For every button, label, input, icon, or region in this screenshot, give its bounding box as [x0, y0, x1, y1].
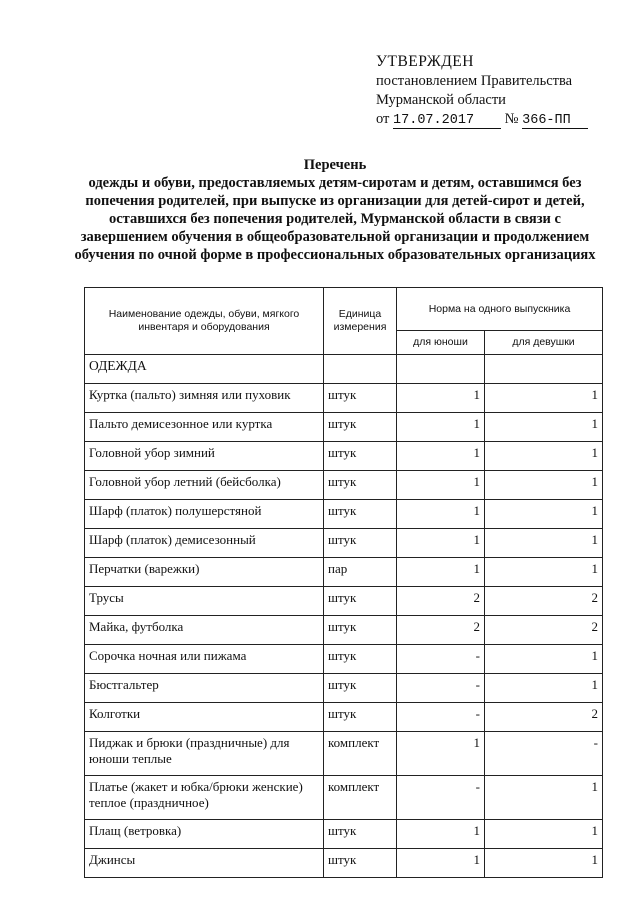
item-norm-girls: 1	[485, 849, 603, 878]
table-row	[85, 471, 603, 500]
item-norm-boys: 1	[397, 849, 485, 878]
empty-cell	[485, 355, 603, 384]
item-norm-girls: 2	[485, 587, 603, 616]
item-unit: штук	[324, 500, 397, 529]
item-unit: штук	[324, 587, 397, 616]
header-norm: Норма на одного выпускника	[397, 288, 603, 331]
item-unit: штук	[324, 849, 397, 878]
table-row	[85, 442, 603, 471]
item-norm-boys: 2	[397, 587, 485, 616]
table-row	[85, 732, 603, 776]
header-name: Наименование одежды, обуви, мягкого инвентаря и оборудования	[85, 288, 324, 355]
item-unit: штук	[324, 529, 397, 558]
item-norm-boys: 1	[397, 413, 485, 442]
item-name: Пиджак и брюки (праздничные) для юноши теплые	[85, 732, 324, 776]
item-norm-girls: 1	[485, 674, 603, 703]
approval-date: 17.07.2017	[393, 113, 501, 129]
item-norm-boys: 1	[397, 820, 485, 849]
item-name: Шарф (платок) полушерстяной	[85, 500, 324, 529]
item-name: Сорочка ночная или пижама	[85, 645, 324, 674]
table-row	[85, 529, 603, 558]
header-unit: Единица измерения	[324, 288, 397, 355]
title-line-1: Перечень	[303, 157, 367, 173]
item-unit: штук	[324, 442, 397, 471]
item-norm-girls: 2	[485, 616, 603, 645]
item-name: Майка, футболка	[85, 616, 324, 645]
category-row	[85, 355, 603, 384]
item-norm-boys: -	[397, 645, 485, 674]
empty-cell	[397, 355, 485, 384]
item-norm-boys: -	[397, 674, 485, 703]
date-prefix: от	[376, 111, 390, 127]
approval-line-2: Мурманской области	[376, 92, 506, 108]
item-unit: штук	[324, 703, 397, 732]
approval-block	[376, 52, 588, 129]
table-row	[85, 558, 603, 587]
item-unit: штук	[324, 413, 397, 442]
item-name: Шарф (платок) демисезонный	[85, 529, 324, 558]
item-name: Головной убор летний (бейсболка)	[85, 471, 324, 500]
item-norm-boys: -	[397, 776, 485, 820]
item-name: Головной убор зимний	[85, 442, 324, 471]
header-boys: для юноши	[397, 331, 485, 355]
item-name: Трусы	[85, 587, 324, 616]
item-norm-girls: 1	[485, 645, 603, 674]
table-row	[85, 776, 603, 820]
approval-heading: УТВЕРЖДЕН	[376, 53, 474, 70]
item-name: Бюстгальтер	[85, 674, 324, 703]
item-norm-boys: 1	[397, 529, 485, 558]
category-label: ОДЕЖДА	[85, 355, 324, 384]
item-unit: комплект	[324, 776, 397, 820]
item-unit: комплект	[324, 732, 397, 776]
item-norm-girls: 1	[485, 820, 603, 849]
item-norm-girls: 1	[485, 442, 603, 471]
items-table	[84, 287, 603, 878]
table-row	[85, 616, 603, 645]
item-norm-boys: 1	[397, 732, 485, 776]
item-norm-girls: -	[485, 732, 603, 776]
item-norm-girls: 2	[485, 703, 603, 732]
empty-cell	[324, 355, 397, 384]
item-name: Плащ (ветровка)	[85, 820, 324, 849]
item-unit: штук	[324, 616, 397, 645]
header-girls: для девушки	[485, 331, 603, 355]
table-row	[85, 849, 603, 878]
item-name: Колготки	[85, 703, 324, 732]
item-name: Перчатки (варежки)	[85, 558, 324, 587]
table-row	[85, 703, 603, 732]
item-norm-boys: 1	[397, 442, 485, 471]
item-norm-girls: 1	[485, 471, 603, 500]
item-norm-girls: 1	[485, 776, 603, 820]
table-row	[85, 587, 603, 616]
table-row	[85, 500, 603, 529]
approval-date-line	[376, 110, 588, 129]
item-norm-boys: 1	[397, 384, 485, 413]
item-norm-girls: 1	[485, 384, 603, 413]
approval-line-1: постановлением Правительства	[376, 73, 573, 89]
item-norm-girls: 1	[485, 558, 603, 587]
table-row	[85, 820, 603, 849]
item-unit: штук	[324, 674, 397, 703]
item-unit: штук	[324, 384, 397, 413]
item-name: Платье (жакет и юбка/брюки женские) теплое (праздничное)	[85, 776, 324, 820]
item-unit: штук	[324, 645, 397, 674]
number-prefix: №	[504, 111, 519, 127]
item-norm-girls: 1	[485, 500, 603, 529]
title-line-2: одежды и обуви, предоставляемых детям-сиротам и детям, оставшимся без попечения родителей, при выпуске из организации для детей-сирот и детей, оставшихся без попечения родителей, Мурманской области в связи с завершением обучения в общеобразовательной организации и продолжением обучения по очной форме в профессиональных образовательных организациях	[74, 175, 596, 263]
item-norm-boys: 1	[397, 471, 485, 500]
item-name: Пальто демисезонное или куртка	[85, 413, 324, 442]
item-norm-girls: 1	[485, 529, 603, 558]
item-norm-boys: 2	[397, 616, 485, 645]
approval-number: 366-ПП	[522, 113, 588, 129]
item-norm-boys: -	[397, 703, 485, 732]
item-name: Джинсы	[85, 849, 324, 878]
document-title	[70, 156, 600, 264]
item-unit: пар	[324, 558, 397, 587]
table-row	[85, 645, 603, 674]
item-unit: штук	[324, 471, 397, 500]
item-norm-girls: 1	[485, 413, 603, 442]
item-unit: штук	[324, 820, 397, 849]
item-norm-boys: 1	[397, 558, 485, 587]
table-row	[85, 384, 603, 413]
item-name: Куртка (пальто) зимняя или пуховик	[85, 384, 324, 413]
table-header-row	[85, 288, 603, 331]
table-row	[85, 413, 603, 442]
item-norm-boys: 1	[397, 500, 485, 529]
table-row	[85, 674, 603, 703]
